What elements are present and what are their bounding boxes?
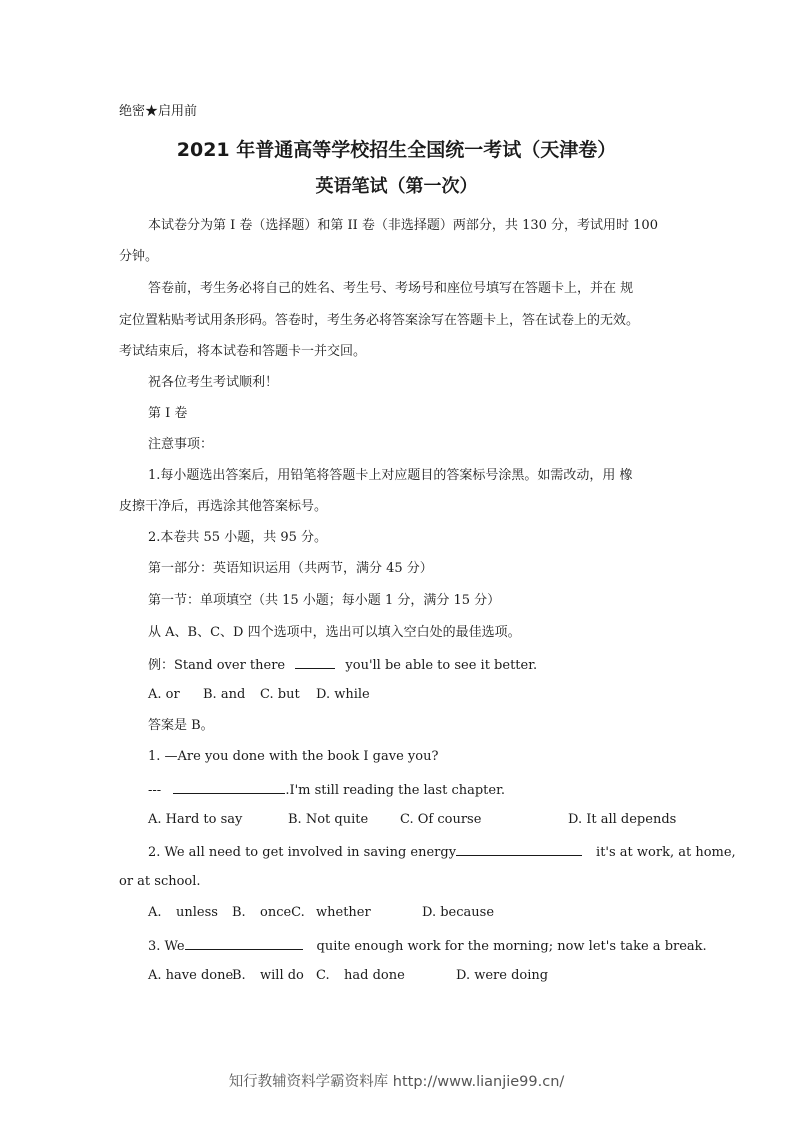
volume-heading: 第 I 卷 bbox=[148, 406, 188, 421]
question-1-option-a: A. Hard to say bbox=[148, 812, 243, 827]
direction-text: 从 A、B、C、D 四个选项中，选出可以填入空白处的最佳选项。 bbox=[148, 625, 521, 640]
footer-watermark: 知行教辅资料学霸资料库 http://www.lianjie99.cn/ bbox=[228, 1074, 565, 1090]
question-2-option-c-text: whether bbox=[316, 905, 371, 920]
question-3-stem-suffix: quite enough work for the morning; now let's take a break. bbox=[316, 939, 707, 954]
intro-line-2: 分钟。 bbox=[119, 249, 159, 264]
question-3-option-b-text: will do bbox=[260, 968, 304, 983]
note-1-line-2: 皮擦干净后，再选涂其他答案标号。 bbox=[119, 499, 328, 514]
exam-title: 2021 年普通高等学校招生全国统一考试（天津卷） bbox=[176, 139, 617, 161]
question-1-option-d: D. It all depends bbox=[568, 812, 677, 827]
section-1-heading: 第一节：单项填空（共 15 小题；每小题 1 分，满分 15 分） bbox=[148, 593, 501, 608]
example-blank bbox=[295, 656, 335, 669]
question-1-option-c: C. Of course bbox=[400, 812, 482, 827]
example-stem-prefix: 例：Stand over there bbox=[148, 658, 286, 673]
question-1-option-b: B. Not quite bbox=[288, 812, 369, 827]
confidential-mark: 绝密★启用前 bbox=[119, 104, 198, 119]
question-1-stem: 1. —Are you done with the book I gave you? bbox=[148, 749, 439, 764]
wish-text: 祝各位考生考试顺利！ bbox=[148, 375, 279, 390]
note-1-line-1: 1.每小题选出答案后，用铅笔将答题卡上对应题目的答案标号涂黑。如需改动，用 橡 bbox=[148, 468, 633, 483]
question-2-option-a-text: unless bbox=[176, 905, 218, 920]
instructions-line-2: 定位置粘贴考试用条形码。答卷时，考生务必将答案涂写在答题卡上，答在试卷上的无效。 bbox=[119, 313, 640, 328]
question-2-stem-line-2: or at school. bbox=[119, 874, 201, 889]
question-2-blank bbox=[456, 843, 582, 856]
part-1-heading: 第一部分：英语知识运用（共两节，满分 45 分） bbox=[148, 561, 433, 576]
question-2-option-d: D. because bbox=[422, 905, 495, 920]
question-1-response-text: .I'm still reading the last chapter. bbox=[285, 783, 506, 798]
exam-subtitle: 英语笔试（第一次） bbox=[315, 176, 478, 197]
question-2-stem bbox=[148, 843, 736, 861]
question-2-option-a-letter: A. bbox=[148, 905, 162, 920]
question-3-option-c-text: had done bbox=[344, 968, 405, 983]
question-3-stem-prefix: 3. We bbox=[148, 939, 185, 954]
notes-heading: 注意事项： bbox=[148, 437, 214, 452]
question-2-option-b-letter: B. bbox=[232, 905, 246, 920]
example-option-b: B. and bbox=[203, 687, 246, 702]
instructions-line-1: 答卷前，考生务必将自己的姓名、考生号、考场号和座位号填写在答题卡上，并在 规 bbox=[148, 281, 634, 296]
question-3-option-b-letter: B. bbox=[232, 968, 246, 983]
example-option-c: C. but bbox=[260, 687, 300, 702]
question-2-stem-suffix: it's at work, at home, bbox=[596, 845, 736, 860]
example-option-d: D. while bbox=[316, 687, 370, 702]
note-2: 2.本卷共 55 小题，共 95 分。 bbox=[148, 530, 328, 545]
question-1-dash: --- bbox=[148, 783, 162, 798]
question-3-blank bbox=[185, 937, 303, 950]
question-1-response bbox=[148, 781, 505, 799]
question-3-option-a: A. have done bbox=[148, 968, 234, 983]
example-stem-suffix: you'll be able to see it better. bbox=[345, 658, 538, 673]
example-stem bbox=[148, 656, 537, 674]
intro-line-1: 本试卷分为第 I 卷（选择题）和第 II 卷（非选择题）两部分，共 130 分，考试用时 100 bbox=[148, 218, 658, 233]
question-3-option-c-letter: C. bbox=[316, 968, 330, 983]
example-answer: 答案是 B。 bbox=[148, 718, 214, 733]
question-1-blank bbox=[173, 781, 285, 794]
question-2-stem-prefix: 2. We all need to get involved in saving energy bbox=[148, 845, 457, 860]
instructions-line-3: 考试结束后，将本试卷和答题卡一并交回。 bbox=[119, 344, 367, 359]
question-3-stem bbox=[148, 937, 707, 955]
example-option-a: A. or bbox=[148, 687, 180, 702]
question-2-option-b-text: onceC. bbox=[260, 905, 305, 920]
question-3-option-d: D. were doing bbox=[456, 968, 549, 983]
